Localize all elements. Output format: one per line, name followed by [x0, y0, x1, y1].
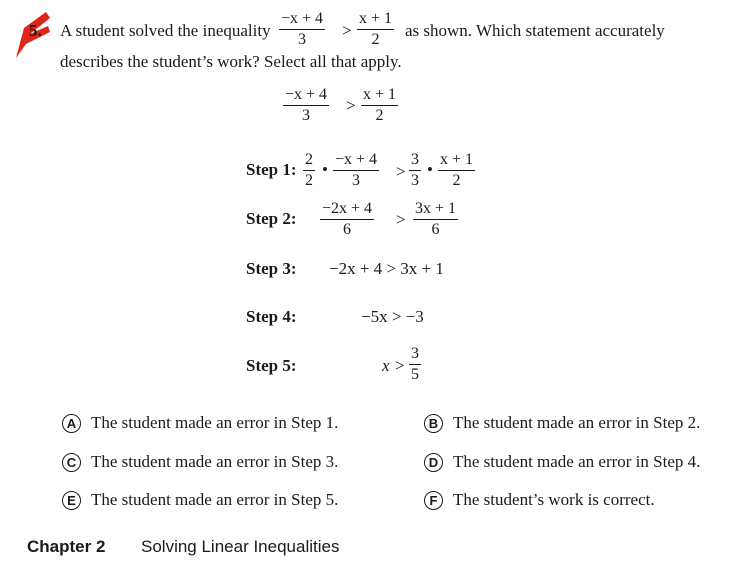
numerator: 3x + 1 [415, 200, 457, 217]
step-1-label: Step 1: [246, 160, 297, 179]
choice-c[interactable] [62, 452, 338, 472]
numerator: 3 [411, 151, 419, 168]
numerator: −2x + 4 [322, 200, 373, 217]
denominator: 2 [452, 172, 461, 189]
step-2-left-fraction [320, 200, 374, 239]
numerator: x + 1 [359, 10, 393, 27]
step-3-label: Step 3: [246, 259, 297, 278]
step-1-fraction-a [303, 151, 315, 190]
step-1-fraction-c [409, 151, 421, 190]
denominator: 2 [375, 107, 384, 124]
numerator: x + 1 [363, 86, 397, 103]
step-4-label: Step 4: [246, 307, 297, 326]
step-1-operator: > [396, 162, 406, 181]
step-1-dot: • [322, 160, 328, 179]
step-4-expression: −5x > −3 [361, 307, 424, 326]
step-1-dot-2: • [427, 160, 433, 179]
step-5-label: Step 5: [246, 356, 297, 375]
denominator: 2 [371, 31, 380, 48]
step-3-expression: −2x + 4 > 3x + 1 [329, 259, 444, 278]
choice-letter-circle: A [62, 414, 81, 433]
step-5-operator: > [395, 356, 405, 375]
step-5-fraction [409, 345, 421, 384]
choice-text: The student’s work is correct. [453, 490, 655, 509]
step-5-variable: x [382, 356, 390, 375]
problem-text-line2: describes the student’s work? Select all that apply. [60, 52, 402, 71]
choice-b[interactable] [424, 413, 700, 433]
footer-chapter: Chapter 2 [27, 537, 106, 556]
choice-text: The student made an error in Step 3. [91, 452, 339, 471]
inline-left-fraction [279, 10, 325, 49]
step-1-fraction-b [333, 151, 379, 190]
choice-letter-circle: C [62, 453, 81, 472]
inline-right-fraction [357, 10, 394, 49]
choice-text: The student made an error in Step 1. [91, 413, 339, 432]
denominator: 6 [431, 221, 440, 238]
choice-letter-circle: E [62, 491, 81, 510]
numerator: −x + 4 [281, 10, 324, 27]
numerator: 3 [411, 345, 419, 362]
problem-text-before: A student solved the inequality [60, 21, 271, 40]
choice-e[interactable] [62, 490, 338, 510]
choice-letter-circle: B [424, 414, 443, 433]
step-2-operator: > [396, 210, 406, 229]
choice-text: The student made an error in Step 4. [453, 452, 701, 471]
choice-text: The student made an error in Step 5. [91, 490, 339, 509]
denominator: 6 [343, 221, 352, 238]
problem-text-after: as shown. Which statement accurately [405, 21, 665, 40]
step-2-label: Step 2: [246, 209, 297, 228]
choice-letter-circle: F [424, 491, 443, 510]
numerator: x + 1 [440, 151, 474, 168]
given-operator: > [346, 96, 356, 115]
numerator: 2 [305, 151, 313, 168]
given-right-fraction [361, 86, 398, 125]
choice-d[interactable] [424, 452, 700, 472]
choice-text: The student made an error in Step 2. [453, 413, 701, 432]
denominator: 5 [411, 366, 419, 383]
choice-a[interactable] [62, 413, 338, 433]
denominator: 2 [305, 172, 313, 189]
denominator: 3 [298, 31, 307, 48]
denominator: 3 [352, 172, 361, 189]
numerator: −x + 4 [285, 86, 328, 103]
footer-title: Solving Linear Inequalities [141, 537, 340, 556]
problem-number: 5. [29, 21, 42, 40]
denominator: 3 [411, 172, 419, 189]
step-2-right-fraction [413, 200, 458, 239]
numerator: −x + 4 [335, 151, 378, 168]
choice-letter-circle: D [424, 453, 443, 472]
given-left-fraction [283, 86, 329, 125]
choice-f[interactable] [424, 490, 655, 510]
denominator: 3 [302, 107, 311, 124]
step-1-fraction-d [438, 151, 475, 190]
inline-operator: > [342, 21, 352, 40]
